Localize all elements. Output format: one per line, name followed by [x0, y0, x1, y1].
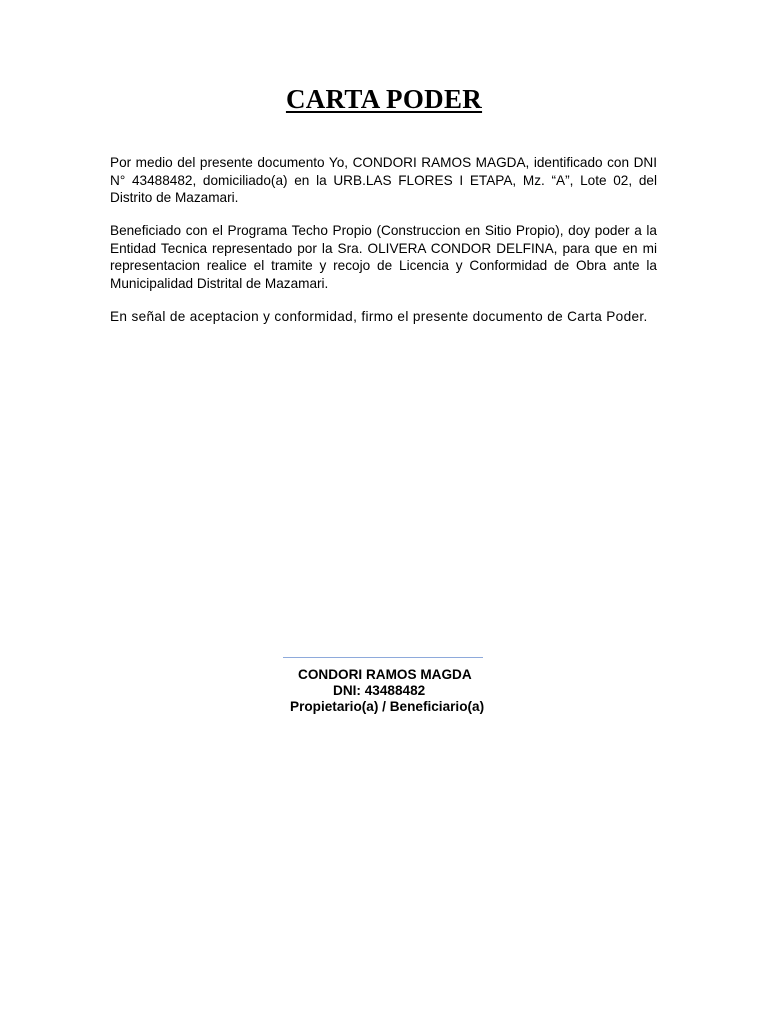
- paragraph-acceptance-text: En señal de aceptacion y conformidad, firmo el presente documento de Carta Poder.: [110, 309, 648, 324]
- signature-dni: DNI: 43488482: [333, 683, 426, 698]
- paragraph-acceptance: [110, 308, 657, 326]
- signature-line: [283, 657, 483, 658]
- document-title: CARTA PODER: [285, 84, 483, 114]
- signature-name: CONDORI RAMOS MAGDA: [298, 667, 472, 682]
- signature-role: Propietario(a) / Beneficiario(a): [290, 699, 485, 714]
- paragraph-authorization: Beneficiado con el Programa Techo Propio (Construccion en Sitio Propio), doy poder a la Entidad Tecnica representado por la Sra. OLIVERA CONDOR DELFINA, para que en mi representacion realice el tramite y recojo de Licencia y Conformidad de Obra ante la Municipalidad Distrital de Mazamari.: [110, 223, 657, 291]
- paragraph-identification: Por medio del presente documento Yo, CONDORI RAMOS MAGDA, identificado con DNI N° 43488482, domiciliado(a) en la URB.LAS FLORES I ETAPA, Mz. “A”, Lote 02, del Distrito de Mazamari.: [110, 155, 657, 205]
